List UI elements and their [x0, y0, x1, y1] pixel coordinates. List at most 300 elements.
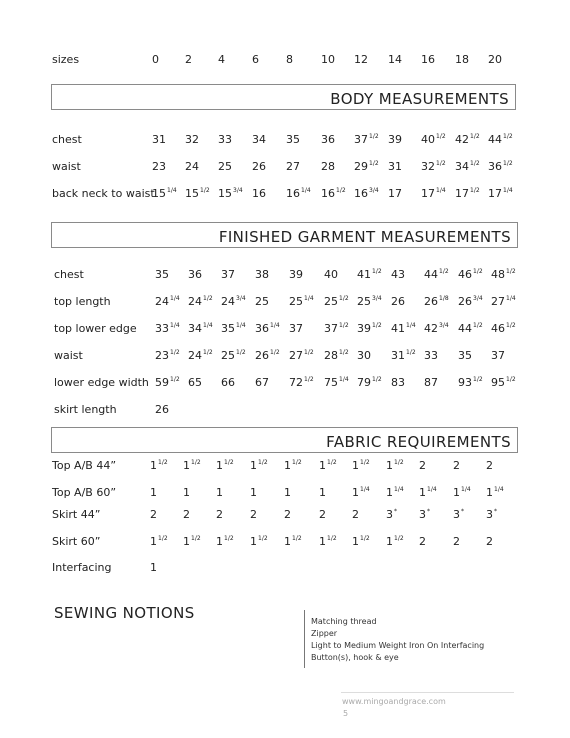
- cell-value: 35: [155, 268, 169, 281]
- cell-value: 17: [455, 187, 469, 200]
- table-cell: [188, 377, 202, 388]
- table-cell: [453, 487, 471, 498]
- table-cell: [357, 377, 382, 388]
- cell-fraction: 1/2: [369, 160, 379, 167]
- cell-value: 1: [352, 486, 359, 499]
- cell-value: 25: [221, 349, 235, 362]
- cell-fraction: 1/2: [473, 376, 483, 383]
- cell-value: 93: [458, 376, 472, 389]
- cell-value: 83: [391, 376, 405, 389]
- table-cell: [458, 296, 483, 307]
- cell-fraction: 1/2: [170, 349, 180, 356]
- cell-value: 34: [188, 322, 202, 335]
- cell-fraction: 1/2: [360, 459, 370, 466]
- row-label: Skirt 44”: [52, 508, 101, 521]
- cell-value: 25: [255, 295, 269, 308]
- table-cell: [250, 509, 257, 520]
- cell-fraction: 1/2: [292, 459, 302, 466]
- cell-fraction: 1/4: [394, 486, 404, 493]
- table-cell: [155, 377, 180, 388]
- table-cell: [352, 536, 370, 547]
- notion-item: Zipper: [311, 629, 338, 638]
- table-cell: [289, 323, 303, 334]
- cell-value: 2: [419, 459, 426, 472]
- cell-value: 26: [391, 295, 405, 308]
- cell-value: 26: [255, 349, 269, 362]
- table-cell: [150, 487, 157, 498]
- cell-fraction: 1/4: [167, 187, 177, 194]
- table-cell: [284, 536, 302, 547]
- cell-value: 28: [321, 160, 335, 173]
- row-label: Skirt 60”: [52, 535, 101, 548]
- cell-value: 17: [421, 187, 435, 200]
- cell-value: 37: [221, 268, 235, 281]
- cell-fraction: 1/2: [224, 459, 234, 466]
- cell-value: 40: [324, 268, 338, 281]
- cell-fraction: 1/2: [304, 349, 314, 356]
- table-cell: [354, 161, 379, 172]
- table-cell: [319, 509, 326, 520]
- table-cell: [455, 134, 480, 145]
- cell-fraction: 1/2: [191, 459, 201, 466]
- cell-fraction: 1/2: [503, 133, 513, 140]
- table-cell: [250, 460, 268, 471]
- cell-value: 36: [188, 268, 202, 281]
- table-cell: [391, 269, 405, 280]
- cell-value: 36: [488, 160, 502, 173]
- table-cell: [453, 460, 460, 471]
- cell-value: 37: [354, 133, 368, 146]
- table-cell: [216, 460, 234, 471]
- cell-value: 2: [419, 535, 426, 548]
- row-label: top lower edge: [54, 322, 137, 335]
- table-cell: [218, 161, 232, 172]
- size-column-header: 12: [354, 53, 368, 66]
- cell-value: 1: [319, 459, 326, 472]
- cell-value: 37: [289, 322, 303, 335]
- cell-value: 24: [188, 349, 202, 362]
- cell-value: 1: [216, 486, 223, 499]
- row-label: top length: [54, 295, 111, 308]
- table-cell: [152, 188, 177, 199]
- cell-value: 3: [453, 508, 460, 521]
- cell-value: 33: [218, 133, 232, 146]
- cell-fraction: 1/2: [470, 187, 480, 194]
- table-cell: [391, 296, 405, 307]
- cell-fraction: 3/4: [369, 187, 379, 194]
- table-cell: [255, 269, 269, 280]
- size-column-header: 14: [388, 53, 402, 66]
- table-cell: [419, 460, 426, 471]
- cell-value: 27: [286, 160, 300, 173]
- table-cell: [152, 161, 166, 172]
- table-cell: [424, 323, 449, 334]
- cell-fraction: 1/2: [406, 349, 416, 356]
- table-cell: [321, 188, 346, 199]
- row-label: waist: [52, 160, 81, 173]
- table-cell: [491, 296, 516, 307]
- table-cell: [421, 134, 446, 145]
- cell-fraction: 3/4: [473, 295, 483, 302]
- cell-value: 1: [183, 459, 190, 472]
- table-cell: [255, 350, 280, 361]
- cell-value: 1: [183, 486, 190, 499]
- cell-fraction: *: [461, 508, 464, 515]
- row-label: Top A/B 44”: [52, 459, 117, 472]
- table-cell: [421, 188, 446, 199]
- table-cell: [386, 509, 397, 520]
- cell-fraction: 1/4: [461, 486, 471, 493]
- cell-fraction: 1/2: [473, 268, 483, 275]
- table-cell: [319, 460, 337, 471]
- size-column-header: 0: [152, 53, 159, 66]
- cell-value: 3: [386, 508, 393, 521]
- cell-fraction: 1/2: [203, 349, 213, 356]
- cell-value: 1: [250, 486, 257, 499]
- cell-value: 33: [424, 349, 438, 362]
- cell-fraction: 1/2: [372, 322, 382, 329]
- cell-value: 25: [218, 160, 232, 173]
- cell-value: 23: [152, 160, 166, 173]
- table-cell: [424, 269, 449, 280]
- cell-value: 46: [491, 322, 505, 335]
- cell-value: 24: [188, 295, 202, 308]
- cell-value: 16: [321, 187, 335, 200]
- table-cell: [286, 188, 311, 199]
- cell-fraction: 1/2: [506, 376, 516, 383]
- table-cell: [183, 536, 201, 547]
- cell-value: 30: [357, 349, 371, 362]
- cell-value: 95: [491, 376, 505, 389]
- cell-fraction: 1/4: [236, 322, 246, 329]
- cell-fraction: 1/2: [339, 295, 349, 302]
- table-cell: [424, 296, 449, 307]
- cell-fraction: 1/2: [360, 535, 370, 542]
- table-cell: [458, 323, 483, 334]
- row-label: Interfacing: [52, 561, 112, 574]
- section-title: FINISHED GARMENT MEASUREMENTS: [218, 228, 511, 246]
- cell-value: 39: [357, 322, 371, 335]
- table-cell: [352, 460, 370, 471]
- cell-fraction: 1/4: [339, 376, 349, 383]
- cell-value: 44: [488, 133, 502, 146]
- table-cell: [324, 377, 349, 388]
- table-cell: [284, 487, 291, 498]
- table-cell: [284, 460, 302, 471]
- cell-value: 16: [286, 187, 300, 200]
- size-column-header: 2: [185, 53, 192, 66]
- table-cell: [218, 134, 232, 145]
- page-number: 5: [343, 709, 349, 718]
- cell-value: 1: [150, 459, 157, 472]
- cell-value: 1: [284, 486, 291, 499]
- notions-divider: [304, 610, 305, 668]
- cell-value: 39: [388, 133, 402, 146]
- table-cell: [324, 350, 349, 361]
- cell-fraction: 3/4: [439, 322, 449, 329]
- table-cell: [150, 536, 168, 547]
- cell-fraction: 1/4: [170, 295, 180, 302]
- cell-value: 1: [250, 535, 257, 548]
- cell-value: 35: [221, 322, 235, 335]
- cell-value: 1: [352, 459, 359, 472]
- table-cell: [486, 460, 493, 471]
- table-cell: [486, 487, 504, 498]
- table-cell: [284, 509, 291, 520]
- cell-value: 2: [352, 508, 359, 521]
- cell-value: 26: [155, 403, 169, 416]
- cell-fraction: 1/4: [503, 187, 513, 194]
- cell-fraction: 1/2: [258, 535, 268, 542]
- cell-value: 24: [221, 295, 235, 308]
- cell-value: 26: [252, 160, 266, 173]
- cell-value: 31: [152, 133, 166, 146]
- cell-value: 2: [150, 508, 157, 521]
- cell-fraction: 1/2: [339, 349, 349, 356]
- cell-fraction: *: [394, 508, 397, 515]
- table-cell: [488, 188, 513, 199]
- row-label: waist: [54, 349, 83, 362]
- notion-item: Matching thread: [311, 617, 377, 626]
- table-cell: [491, 350, 505, 361]
- cell-value: 44: [424, 268, 438, 281]
- sewing-notions-title: SEWING NOTIONS: [54, 604, 195, 622]
- table-cell: [155, 296, 180, 307]
- table-cell: [255, 323, 280, 334]
- cell-value: 25: [357, 295, 371, 308]
- cell-fraction: 1/2: [258, 459, 268, 466]
- cell-fraction: 1/2: [158, 535, 168, 542]
- table-cell: [252, 161, 266, 172]
- table-cell: [354, 134, 379, 145]
- table-cell: [183, 509, 190, 520]
- table-cell: [424, 377, 438, 388]
- cell-fraction: 1/2: [304, 376, 314, 383]
- size-column-header: 16: [421, 53, 435, 66]
- cell-fraction: 1/4: [203, 322, 213, 329]
- cell-value: 35: [458, 349, 472, 362]
- table-cell: [250, 536, 268, 547]
- table-cell: [352, 487, 370, 498]
- table-cell: [319, 487, 326, 498]
- table-cell: [152, 134, 166, 145]
- table-cell: [321, 134, 335, 145]
- cell-value: 1: [150, 535, 157, 548]
- row-label: chest: [54, 268, 84, 281]
- cell-fraction: 1/4: [170, 322, 180, 329]
- cell-fraction: 1/4: [494, 486, 504, 493]
- section-header: [51, 427, 518, 453]
- cell-value: 31: [388, 160, 402, 173]
- cell-fraction: 1/2: [506, 268, 516, 275]
- cell-fraction: 1/2: [436, 133, 446, 140]
- cell-value: 32: [185, 133, 199, 146]
- table-cell: [419, 509, 430, 520]
- table-cell: [491, 269, 516, 280]
- cell-value: 1: [250, 459, 257, 472]
- table-cell: [388, 161, 402, 172]
- cell-value: 33: [155, 322, 169, 335]
- cell-value: 66: [221, 376, 235, 389]
- section-header: [51, 84, 516, 110]
- table-cell: [453, 536, 460, 547]
- cell-value: 38: [255, 268, 269, 281]
- cell-fraction: 1/2: [327, 535, 337, 542]
- size-column-header: 6: [252, 53, 259, 66]
- notion-item: Light to Medium Weight Iron On Interfacing: [311, 641, 485, 650]
- table-cell: [255, 377, 269, 388]
- cell-value: 42: [424, 322, 438, 335]
- cell-fraction: 1/2: [236, 349, 246, 356]
- cell-fraction: 3/4: [372, 295, 382, 302]
- table-cell: [357, 350, 371, 361]
- cell-fraction: 1/2: [292, 535, 302, 542]
- table-cell: [357, 323, 382, 334]
- table-cell: [386, 536, 404, 547]
- cell-fraction: 1/4: [427, 486, 437, 493]
- cell-fraction: 1/4: [301, 187, 311, 194]
- row-label: chest: [52, 133, 82, 146]
- row-label: lower edge width: [54, 376, 149, 389]
- table-cell: [289, 269, 303, 280]
- table-cell: [391, 350, 416, 361]
- table-cell: [221, 323, 246, 334]
- table-cell: [491, 323, 516, 334]
- cell-value: 27: [289, 349, 303, 362]
- table-cell: [150, 562, 157, 573]
- cell-value: 1: [150, 486, 157, 499]
- section-header: [51, 222, 518, 248]
- cell-value: 1: [216, 459, 223, 472]
- table-cell: [216, 487, 223, 498]
- cell-fraction: 1/2: [191, 535, 201, 542]
- cell-value: 1: [419, 486, 426, 499]
- table-cell: [155, 404, 169, 415]
- notion-item: Button(s), hook & eye: [311, 653, 399, 662]
- table-cell: [188, 350, 213, 361]
- cell-fraction: 1/2: [339, 322, 349, 329]
- cell-fraction: 1/2: [470, 133, 480, 140]
- table-cell: [185, 161, 199, 172]
- cell-value: 1: [319, 535, 326, 548]
- cell-value: 15: [185, 187, 199, 200]
- cell-value: 16: [252, 187, 266, 200]
- table-cell: [188, 269, 202, 280]
- footer-url[interactable]: www.mingoandgrace.com: [342, 697, 446, 706]
- row-label: back neck to waist: [52, 187, 155, 200]
- table-cell: [286, 134, 300, 145]
- cell-value: 72: [289, 376, 303, 389]
- sewing-notions-list: [311, 616, 484, 664]
- table-cell: [491, 377, 516, 388]
- size-column-header: 18: [455, 53, 469, 66]
- table-cell: [419, 536, 426, 547]
- table-cell: [286, 161, 300, 172]
- table-cell: [155, 269, 169, 280]
- cell-value: 42: [455, 133, 469, 146]
- cell-fraction: 1/2: [394, 459, 404, 466]
- cell-value: 35: [286, 133, 300, 146]
- cell-fraction: 1/2: [473, 322, 483, 329]
- table-cell: [150, 509, 157, 520]
- cell-value: 29: [354, 160, 368, 173]
- table-cell: [455, 188, 480, 199]
- size-column-header: 4: [218, 53, 225, 66]
- cell-fraction: 1/4: [506, 295, 516, 302]
- cell-value: 1: [284, 459, 291, 472]
- table-cell: [255, 296, 269, 307]
- cell-fraction: 1/2: [470, 160, 480, 167]
- cell-value: 79: [357, 376, 371, 389]
- table-cell: [354, 188, 379, 199]
- cell-value: 24: [155, 295, 169, 308]
- cell-value: 75: [324, 376, 338, 389]
- table-cell: [453, 509, 464, 520]
- cell-value: 25: [289, 295, 303, 308]
- cell-fraction: 1/2: [327, 459, 337, 466]
- row-label: Top A/B 60”: [52, 486, 117, 499]
- cell-value: 17: [388, 187, 402, 200]
- cell-value: 2: [250, 508, 257, 521]
- table-cell: [486, 509, 497, 520]
- cell-value: 17: [488, 187, 502, 200]
- cell-value: 15: [218, 187, 232, 200]
- cell-value: 2: [216, 508, 223, 521]
- cell-fraction: 1/8: [439, 295, 449, 302]
- cell-value: 26: [458, 295, 472, 308]
- cell-value: 32: [421, 160, 435, 173]
- cell-value: 59: [155, 376, 169, 389]
- table-cell: [150, 460, 168, 471]
- cell-fraction: 1/4: [304, 295, 314, 302]
- table-cell: [155, 350, 180, 361]
- cell-value: 1: [386, 459, 393, 472]
- cell-value: 28: [324, 349, 338, 362]
- table-cell: [218, 188, 243, 199]
- cell-value: 65: [188, 376, 202, 389]
- table-cell: [486, 536, 493, 547]
- cell-fraction: *: [427, 508, 430, 515]
- cell-value: 41: [357, 268, 371, 281]
- cell-value: 36: [255, 322, 269, 335]
- cell-fraction: 1/2: [158, 459, 168, 466]
- table-cell: [419, 487, 437, 498]
- cell-value: 26: [424, 295, 438, 308]
- cell-fraction: 1/2: [394, 535, 404, 542]
- cell-value: 40: [421, 133, 435, 146]
- table-cell: [424, 350, 438, 361]
- table-cell: [458, 269, 483, 280]
- table-cell: [188, 296, 213, 307]
- cell-fraction: 1/2: [372, 268, 382, 275]
- cell-fraction: 1/4: [270, 322, 280, 329]
- table-cell: [324, 269, 338, 280]
- table-cell: [221, 350, 246, 361]
- size-column-header: 10: [321, 53, 335, 66]
- cell-value: 15: [152, 187, 166, 200]
- table-cell: [216, 509, 223, 520]
- table-cell: [252, 134, 266, 145]
- cell-fraction: 1/2: [270, 349, 280, 356]
- table-cell: [321, 161, 335, 172]
- table-cell: [289, 377, 314, 388]
- cell-value: 36: [321, 133, 335, 146]
- cell-fraction: 1/2: [200, 187, 210, 194]
- size-column-header: 8: [286, 53, 293, 66]
- table-cell: [221, 269, 235, 280]
- cell-value: 44: [458, 322, 472, 335]
- cell-value: 34: [455, 160, 469, 173]
